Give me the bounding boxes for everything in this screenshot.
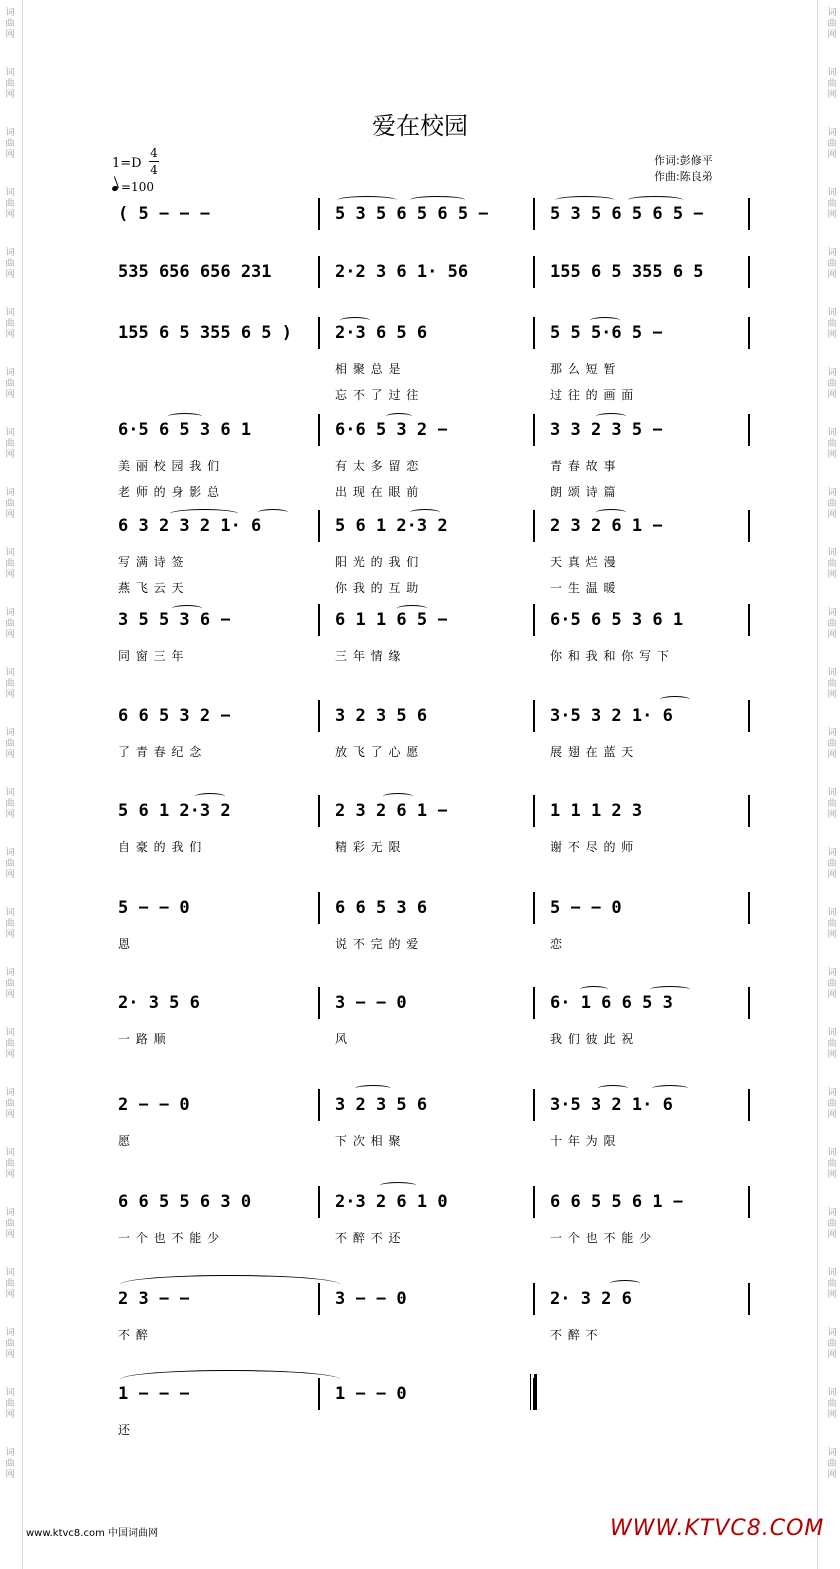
measure-notes: 6 6 5 3 2 − xyxy=(118,706,231,726)
watermark-text: 词 曲 网 xyxy=(5,848,15,880)
measure-notes: 3 2 3 5 6 xyxy=(335,706,428,726)
lyric-line-1: 下 次 相 聚 xyxy=(335,1134,402,1148)
measure-notes: 5 6 1 2·3 2 xyxy=(335,516,448,536)
watermark-text: 词 曲 网 xyxy=(827,548,837,580)
measure-notes: 3 − − 0 xyxy=(335,1289,407,1309)
watermark-text: 词 曲 网 xyxy=(827,1148,837,1180)
measure-notes: 1 − − 0 xyxy=(335,1384,407,1404)
lyric-line-1: 一 路 顺 xyxy=(118,1032,167,1046)
measure-notes: 6 6 5 3 6 xyxy=(335,898,428,918)
lyric-line-1: 了 青 春 纪 念 xyxy=(118,745,203,759)
bar-line xyxy=(318,795,320,827)
lyric-line-1: 恋 xyxy=(550,937,564,951)
slur-tie xyxy=(172,605,202,612)
lyric-line-1: 一 个 也 不 能 少 xyxy=(118,1231,221,1245)
measure-notes: 6· 1 6 6 5 3 xyxy=(550,993,673,1013)
bar-line xyxy=(318,604,320,636)
lyric-line-2: 一 生 温 暖 xyxy=(550,581,617,595)
lyric-line-1: 愿 xyxy=(118,1134,132,1148)
bar-line xyxy=(748,414,750,446)
key-signature: 1=D xyxy=(112,156,142,171)
slur-tie xyxy=(650,986,690,993)
bar-line xyxy=(533,198,535,230)
lyric-line-1: 一 个 也 不 能 少 xyxy=(550,1231,653,1245)
watermark-text: 词 曲 网 xyxy=(827,1028,837,1060)
watermark-text: 词 曲 网 xyxy=(5,308,15,340)
bar-line xyxy=(533,604,535,636)
lyric-line-1: 青 春 故 事 xyxy=(550,459,617,473)
slur-tie xyxy=(410,509,440,516)
measure-notes: 2· 3 2 6 xyxy=(550,1289,632,1309)
watermark-text: 词 曲 网 xyxy=(827,488,837,520)
slur-tie xyxy=(660,696,690,703)
footer-site-logo: WWW.KTVC8.COM xyxy=(610,1516,825,1541)
bar-line xyxy=(318,317,320,349)
lyric-line-1: 自 豪 的 我 们 xyxy=(118,840,203,854)
bar-line xyxy=(533,414,535,446)
bar-line xyxy=(748,1283,750,1315)
lyricist: 作词:彭修平 xyxy=(654,154,713,167)
watermark-text: 词 曲 网 xyxy=(5,788,15,820)
measure-notes: 3·5 3 2 1· 6 xyxy=(550,1095,673,1115)
measure-notes: 155 6 5 355 6 5 ) xyxy=(118,323,292,343)
watermark-text: 词 曲 网 xyxy=(827,128,837,160)
measure-notes: ( 5 − − − xyxy=(118,204,211,224)
bar-line xyxy=(533,700,535,732)
final-bar-line xyxy=(530,1374,531,1410)
watermark-text: 词 曲 网 xyxy=(5,908,15,940)
lyric-line-2: 朗 颂 诗 篇 xyxy=(550,485,617,499)
slur-tie xyxy=(120,1370,340,1389)
watermark-text: 词 曲 网 xyxy=(5,668,15,700)
bar-line xyxy=(748,256,750,288)
bar-line xyxy=(533,987,535,1019)
watermark-text: 词 曲 网 xyxy=(827,428,837,460)
measure-notes: 5 3 5 6 5 6 5 − xyxy=(550,204,704,224)
slur-tie xyxy=(410,196,465,204)
slur-tie xyxy=(258,509,288,516)
lyric-line-1: 有 太 多 留 恋 xyxy=(335,459,420,473)
slur-tie xyxy=(590,317,620,324)
slur-tie xyxy=(340,317,370,324)
measure-notes: 5 − − 0 xyxy=(118,898,190,918)
slur-tie xyxy=(355,1085,391,1092)
footer-site-text: www.ktvc8.com 中国词曲网 xyxy=(26,1528,159,1539)
bar-line xyxy=(748,1089,750,1121)
lyric-line-1: 美 丽 校 园 我 们 xyxy=(118,459,221,473)
lyric-line-1: 精 彩 无 限 xyxy=(335,840,402,854)
watermark-text: 词 曲 网 xyxy=(827,188,837,220)
measure-notes: 2 3 − − xyxy=(118,1289,190,1309)
watermark-text: 词 曲 网 xyxy=(827,68,837,100)
composer: 作曲:陈良弟 xyxy=(654,170,713,183)
bar-line xyxy=(318,510,320,542)
measure-notes: 2 3 2 6 1 − xyxy=(550,516,663,536)
watermark-text: 词 曲 网 xyxy=(5,68,15,100)
bar-line xyxy=(533,892,535,924)
measure-notes: 6 1 1 6 5 − xyxy=(335,610,448,630)
lyric-line-1: 还 xyxy=(118,1423,132,1437)
bar-line xyxy=(318,892,320,924)
watermark-text: 词 曲 网 xyxy=(827,848,837,880)
watermark-text: 词 曲 网 xyxy=(5,8,15,40)
watermark-text: 词 曲 网 xyxy=(827,368,837,400)
lyric-line-1: 不 醉 不 还 xyxy=(335,1231,402,1245)
bar-line xyxy=(318,414,320,446)
slur-tie xyxy=(598,1085,628,1092)
watermark-text: 词 曲 网 xyxy=(827,728,837,760)
watermark-text: 词 曲 网 xyxy=(827,788,837,820)
lyric-line-1: 不 醉 xyxy=(118,1328,149,1342)
measure-notes: 3·5 3 2 1· 6 xyxy=(550,706,673,726)
watermark-text: 词 曲 网 xyxy=(827,1208,837,1240)
slur-tie xyxy=(596,509,626,516)
measure-notes: 6 6 5 5 6 1 − xyxy=(550,1192,684,1212)
bar-line xyxy=(318,256,320,288)
measure-notes: 2 − − 0 xyxy=(118,1095,190,1115)
watermark-text: 词 曲 网 xyxy=(827,1268,837,1300)
measure-notes: 1 1 1 2 3 xyxy=(550,801,643,821)
measure-notes: 6·5 6 5 3 6 1 xyxy=(118,420,252,440)
watermark-text: 词 曲 网 xyxy=(5,248,15,280)
lyric-line-1: 同 窗 三 年 xyxy=(118,649,185,663)
slur-tie xyxy=(380,1182,416,1189)
watermark-text: 词 曲 网 xyxy=(827,668,837,700)
lyric-line-1: 阳 光 的 我 们 xyxy=(335,555,420,569)
lyric-line-1: 恩 xyxy=(118,937,132,951)
measure-notes: 535 656 656 231 xyxy=(118,262,272,282)
watermark-text: 词 曲 网 xyxy=(827,608,837,640)
watermark-text: 词 曲 网 xyxy=(5,548,15,580)
lyric-line-1: 写 满 诗 签 xyxy=(118,555,185,569)
final-bar-line xyxy=(534,1374,537,1410)
lyric-line-2: 出 现 在 眼 前 xyxy=(335,485,420,499)
measure-notes: 5 6 1 2·3 2 xyxy=(118,801,231,821)
watermark-text: 词 曲 网 xyxy=(827,908,837,940)
slur-tie xyxy=(168,413,202,420)
bar-line xyxy=(748,987,750,1019)
lyric-line-1: 展 翅 在 蓝 天 xyxy=(550,745,635,759)
measure-notes: 155 6 5 355 6 5 xyxy=(550,262,704,282)
watermark-text: 词 曲 网 xyxy=(5,488,15,520)
measure-notes: 3 − − 0 xyxy=(335,993,407,1013)
slur-tie xyxy=(337,196,397,205)
watermark-text: 词 曲 网 xyxy=(5,1148,15,1180)
watermark-text: 词 曲 网 xyxy=(827,308,837,340)
watermark-text: 词 曲 网 xyxy=(5,188,15,220)
song-title: 爱在校园 xyxy=(372,112,468,140)
lyric-line-2: 你 我 的 互 助 xyxy=(335,581,420,595)
watermark-text: 词 曲 网 xyxy=(827,968,837,1000)
lyric-line-2: 燕 飞 云 天 xyxy=(118,581,185,595)
bar-line xyxy=(748,1186,750,1218)
measure-notes: 2 3 2 6 1 − xyxy=(335,801,448,821)
watermark-text: 词 曲 网 xyxy=(827,8,837,40)
measure-notes: 3 3 2 3 5 − xyxy=(550,420,663,440)
lyric-line-1: 放 飞 了 心 愿 xyxy=(335,745,420,759)
watermark-text: 词 曲 网 xyxy=(5,1448,15,1480)
slur-tie xyxy=(383,793,413,800)
slur-tie xyxy=(120,1275,340,1294)
lyric-line-1: 三 年 情 缘 xyxy=(335,649,402,663)
watermark-text: 词 曲 网 xyxy=(5,1208,15,1240)
measure-notes: 1 − − − xyxy=(118,1384,190,1404)
measure-notes: 6·6 5 3 2 − xyxy=(335,420,448,440)
bar-line xyxy=(318,1186,320,1218)
measure-notes: 2·2 3 6 1· 56 xyxy=(335,262,469,282)
slur-tie xyxy=(580,986,608,993)
watermark-text: 词 曲 网 xyxy=(5,1268,15,1300)
lyric-line-2: 忘 不 了 过 往 xyxy=(335,388,420,402)
measure-notes: 2· 3 5 6 xyxy=(118,993,200,1013)
watermark-text: 词 曲 网 xyxy=(5,728,15,760)
bar-line xyxy=(533,1186,535,1218)
watermark-text: 词 曲 网 xyxy=(5,368,15,400)
slur-tie xyxy=(170,509,238,519)
time-signature-bottom: 4 xyxy=(150,163,158,177)
watermark-text: 词 曲 网 xyxy=(827,1448,837,1480)
lyric-line-1: 我 们 彼 此 祝 xyxy=(550,1032,635,1046)
slur-tie xyxy=(397,605,427,612)
bar-line xyxy=(533,256,535,288)
watermark-text: 词 曲 网 xyxy=(827,1088,837,1120)
lyric-line-1: 说 不 完 的 爱 xyxy=(335,937,420,951)
slur-tie xyxy=(610,1280,640,1287)
watermark-text: 词 曲 网 xyxy=(5,608,15,640)
lyric-line-2: 过 往 的 画 面 xyxy=(550,388,635,402)
measure-notes: 3 5 5 3 6 − xyxy=(118,610,231,630)
bar-line xyxy=(748,795,750,827)
measure-notes: 6 3 2 3 2 1· 6 xyxy=(118,516,262,536)
bar-line xyxy=(318,700,320,732)
measure-notes: 3 2 3 5 6 xyxy=(335,1095,428,1115)
lyric-line-1: 你 和 我 和 你 写 下 xyxy=(550,649,670,663)
time-signature-top: 4 xyxy=(150,146,158,160)
watermark-text: 词 曲 网 xyxy=(827,1388,837,1420)
bar-line xyxy=(533,317,535,349)
bar-line xyxy=(748,604,750,636)
slur-tie xyxy=(386,413,412,420)
bar-line xyxy=(748,700,750,732)
bar-line xyxy=(318,987,320,1019)
lyric-line-1: 天 真 烂 漫 xyxy=(550,555,617,569)
measure-notes: 5 − − 0 xyxy=(550,898,622,918)
watermark-text: 词 曲 网 xyxy=(5,1088,15,1120)
bar-line xyxy=(533,1089,535,1121)
bar-line xyxy=(748,317,750,349)
tempo-value: =100 xyxy=(121,180,154,194)
bar-line xyxy=(318,198,320,230)
watermark-text: 词 曲 网 xyxy=(5,1028,15,1060)
lyric-line-1: 那 么 短 暂 xyxy=(550,362,617,376)
watermark-text: 词 曲 网 xyxy=(5,428,15,460)
slur-tie xyxy=(596,413,626,420)
watermark-text: 词 曲 网 xyxy=(5,968,15,1000)
slur-tie xyxy=(652,1085,688,1092)
watermark-text: 词 曲 网 xyxy=(827,1328,837,1360)
watermark-text: 词 曲 网 xyxy=(5,1328,15,1360)
bar-line xyxy=(533,1283,535,1315)
bar-line xyxy=(533,510,535,542)
measure-notes: 2·3 6 5 6 xyxy=(335,323,428,343)
lyric-line-1: 相 聚 总 是 xyxy=(335,362,402,376)
bar-line xyxy=(748,510,750,542)
measure-notes: 6·5 6 5 3 6 1 xyxy=(550,610,684,630)
watermark-text: 词 曲 网 xyxy=(5,1388,15,1420)
measure-notes: 6 6 5 5 6 3 0 xyxy=(118,1192,252,1212)
measure-notes: 5 5 5·6 5 − xyxy=(550,323,663,343)
watermark-text: 词 曲 网 xyxy=(827,248,837,280)
bar-line xyxy=(318,1089,320,1121)
slur-tie xyxy=(628,196,683,204)
lyric-line-1: 谢 不 尽 的 师 xyxy=(550,840,635,854)
lyric-line-1: 风 xyxy=(335,1032,349,1046)
lyric-line-2: 老 师 的 身 影 总 xyxy=(118,485,221,499)
slur-tie xyxy=(555,196,615,205)
measure-notes: 5 3 5 6 5 6 5 − xyxy=(335,204,489,224)
lyric-line-1: 十 年 为 限 xyxy=(550,1134,617,1148)
measure-notes: 2·3 2 6 1 0 xyxy=(335,1192,448,1212)
bar-line xyxy=(533,795,535,827)
slur-tie xyxy=(195,793,225,800)
watermark-text: 词 曲 网 xyxy=(5,128,15,160)
bar-line xyxy=(748,892,750,924)
bar-line xyxy=(748,198,750,230)
lyric-line-1: 不 醉 不 xyxy=(550,1328,599,1342)
